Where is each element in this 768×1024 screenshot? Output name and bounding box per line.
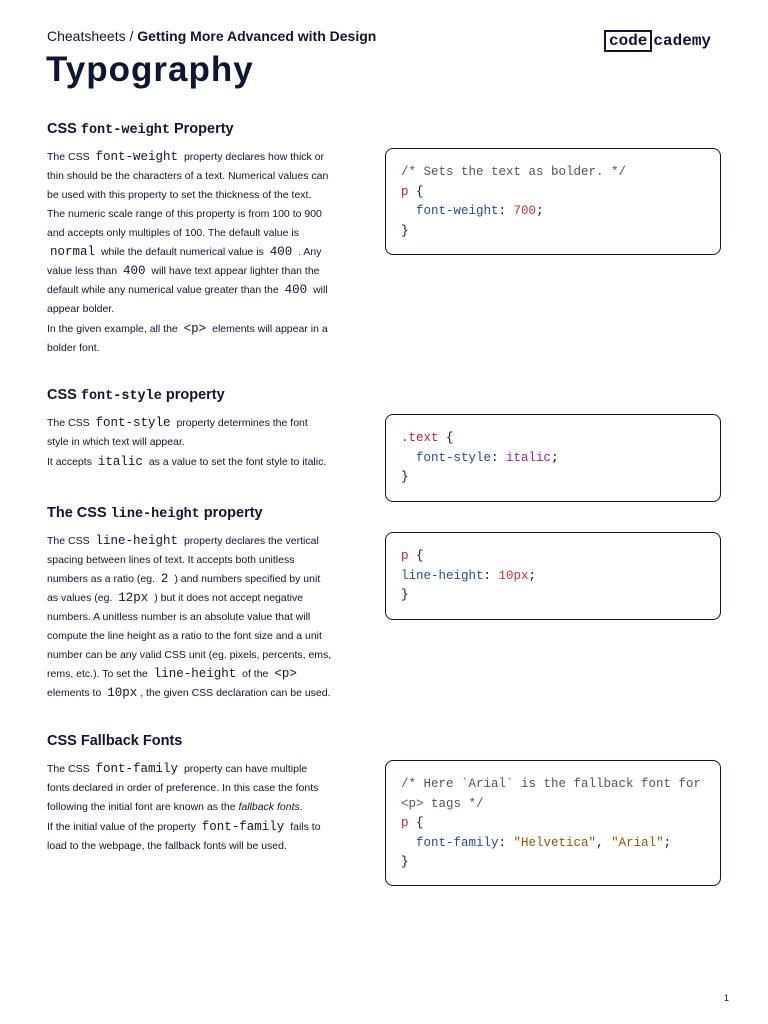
code-example[interactable]: /* Here `Arial` is the fallback font for <p> tags */ p { font-family: "Helvetica", "Arial"; } — [385, 760, 721, 886]
logo-code: code — [604, 30, 652, 52]
code-example[interactable]: .text { font-style: italic; } — [385, 414, 721, 502]
page-number: 1 — [724, 993, 730, 1003]
section-description: The CSS font-weight property declares how thick or thin should be the characters of a text. Numerical values can be used with this property to set the thickness of the text. The numeric scale range of this property is from 100 to 900 and accepts only multiples of 100. The default value is normal while the default numerical value is 400 . Any value less than 400 will have text appear lighter than the default while any numerical value greater than the 400 will appear bolder. In the given example, all the <p> elements will appear in a bolder font. — [47, 150, 329, 354]
breadcrumb — [47, 27, 376, 45]
breadcrumb-current[interactable]: Getting More Advanced with Design — [137, 28, 377, 44]
section-title: The CSS line-height property — [47, 505, 263, 522]
section-title: CSS Fallback Fonts — [47, 733, 183, 749]
codecademy-logo[interactable] — [604, 30, 711, 52]
breadcrumb-root[interactable]: Cheatsheets — [47, 28, 126, 44]
section-title: CSS font-weight Property — [47, 121, 234, 138]
page-title: Typography — [46, 50, 254, 89]
section-description: The CSS font-family property can have multiple fonts declared in order of preference. In this case the fonts following the initial font are known as the fallback fonts. If the initial value of the property font-family fails to load to the webpage, the fallback fonts will be used. — [47, 762, 321, 852]
code-example[interactable]: p { line-height: 10px; } — [385, 532, 721, 620]
code-example[interactable]: /* Sets the text as bolder. */ p { font-weight: 700; } — [385, 148, 721, 255]
section-title: CSS font-style property — [47, 387, 225, 404]
section-description: The CSS font-style property determines the font style in which text will appear. It accepts italic as a value to set the font style to italic. — [47, 416, 327, 469]
logo-cademy: cademy — [653, 32, 712, 50]
breadcrumb-separator: / — [125, 28, 138, 44]
section-description: The CSS line-height property declares the vertical spacing between lines of text. It accepts both unitless numbers as a ratio (eg. 2 ) and numbers specified by unit as values (eg. 12px ) but it does not accept negative numbers. A unitless number is an absolute value that will compute the line height as a ratio to the font size and a unit number can be any valid CSS unit (eg. pixels, percents, ems, rems, etc.). To set the line-height of the <p> elements to 10px , the given CSS declaration can be used. — [47, 534, 332, 700]
